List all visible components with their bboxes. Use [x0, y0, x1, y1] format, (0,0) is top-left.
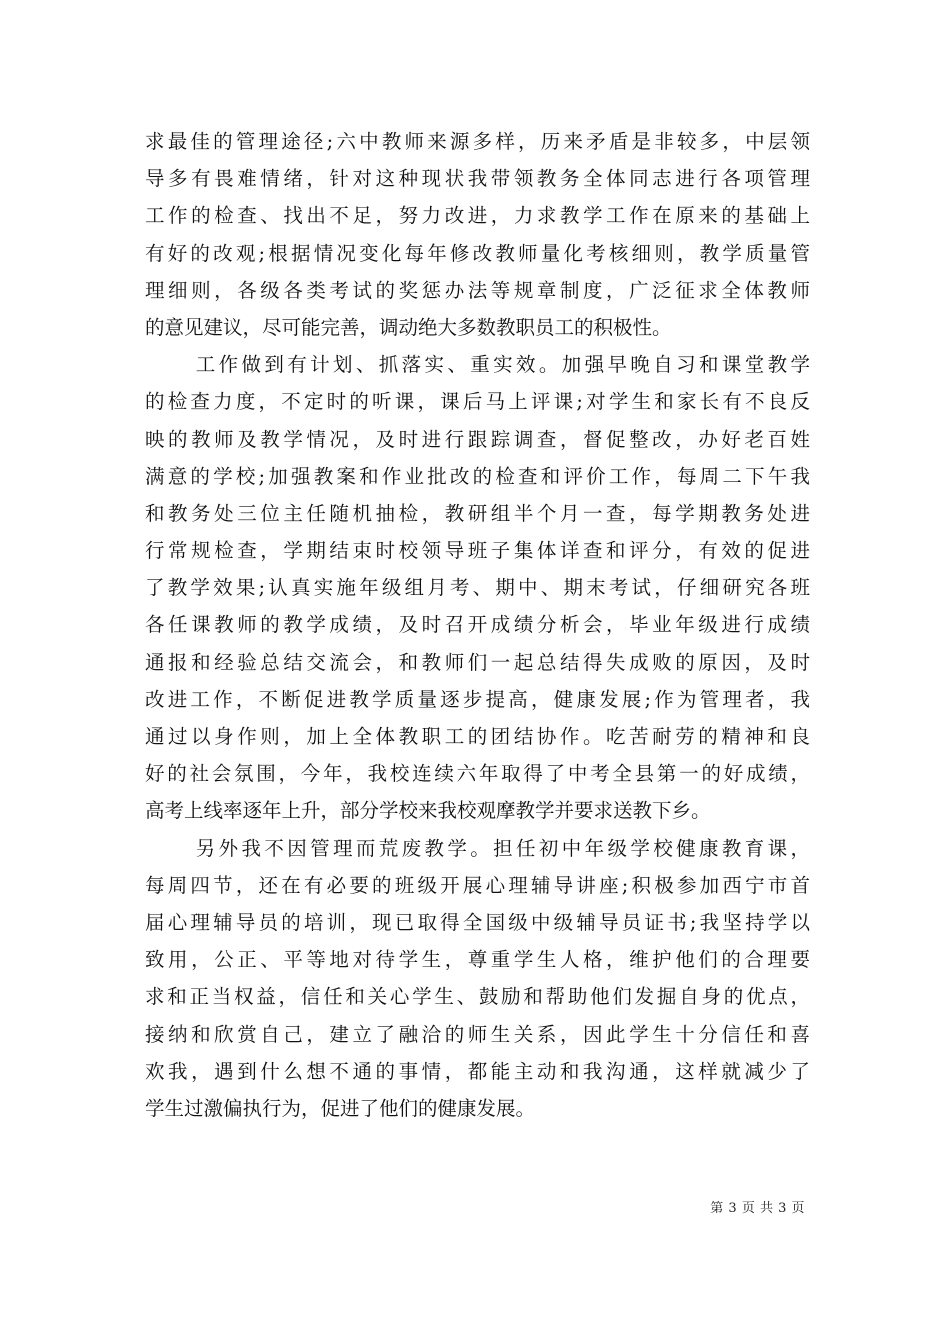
body-text: [145, 123, 810, 1127]
text-line: 满意的学校;加强教案和作业批改的检查和评价工作，每周二下午我: [145, 464, 810, 488]
text-line: 接纳和欣赏自己，建立了融洽的师生关系，因此学生十分信任和喜: [145, 1022, 810, 1046]
text-line: 每周四节，还在有必要的班级开展心理辅导讲座;积极参加西宁市首: [145, 873, 810, 897]
text-line: 导多有畏难情绪，针对这种现状我带领教务全体同志进行各项管理: [145, 167, 810, 191]
text-line: 映的教师及教学情况，及时进行跟踪调查，督促整改，办好老百姓: [145, 427, 810, 451]
page-number: 第 3 页 共 3 页: [710, 1201, 805, 1216]
text-line: 行常规检查，学期结束时校领导班子集体详查和评分，有效的促进: [145, 539, 810, 563]
paragraph-start-line: 另外我不因管理而荒废教学。担任初中年级学校健康教育课，: [195, 836, 810, 860]
text-line: 高考上线率逐年上升，部分学校来我校观摩教学并要求送教下乡。: [145, 799, 711, 823]
text-line: 通过以身作则，加上全体教职工的团结协作。吃苦耐劳的精神和良: [145, 725, 810, 748]
text-line: 各任课教师的教学成绩，及时召开成绩分析会，毕业年级进行成绩: [145, 613, 810, 637]
text-line: 工作的检查、找出不足，努力改进，力求教学工作在原来的基础上: [145, 204, 810, 228]
text-line: 了教学效果;认真实施年级组月考、期中、期末考试，仔细研究各班: [145, 576, 810, 600]
text-line: 求最佳的管理途径;六中教师来源多样，历来矛盾是非较多，中层领: [145, 130, 810, 153]
text-line: 好的社会氛围，今年，我校连续六年取得了中考全县第一的好成绩，: [145, 762, 810, 786]
text-line: 学生过激偏执行为，促进了他们的健康发展。: [145, 1096, 536, 1120]
text-line: 通报和经验总结交流会，和教师们一起总结得失成败的原因，及时: [145, 650, 810, 674]
text-line: 的意见建议，尽可能完善，调动绝大多数教职员工的积极性。: [145, 315, 672, 339]
text-line: 致用，公正、平等地对待学生，尊重学生人格，维护他们的合理要: [145, 948, 810, 972]
paragraph-start-line: 工作做到有计划、抓落实、重实效。加强早晚自习和课堂教学: [195, 353, 810, 377]
text-line: 理细则，各级各类考试的奖惩办法等规章制度，广泛征求全体教师: [145, 278, 810, 302]
text-line: 和教务处三位主任随机抽检，教研组半个月一查，每学期教务处进: [145, 501, 810, 525]
text-line: 的检查力度，不定时的听课，课后马上评课;对学生和家长有不良反: [145, 390, 810, 414]
text-line: 求和正当权益，信任和关心学生、鼓励和帮助他们发掘自身的优点，: [145, 985, 810, 1009]
text-line: 届心理辅导员的培训，现已取得全国级中级辅导员证书;我坚持学以: [145, 910, 810, 934]
text-line: 改进工作，不断促进教学质量逐步提高，健康发展;作为管理者，我: [145, 687, 810, 711]
text-line: 有好的改观;根据情况变化每年修改教师量化考核细则，教学质量管: [145, 241, 810, 265]
text-line: 欢我，遇到什么想不通的事情，都能主动和我沟通，这样就减少了: [145, 1059, 810, 1083]
